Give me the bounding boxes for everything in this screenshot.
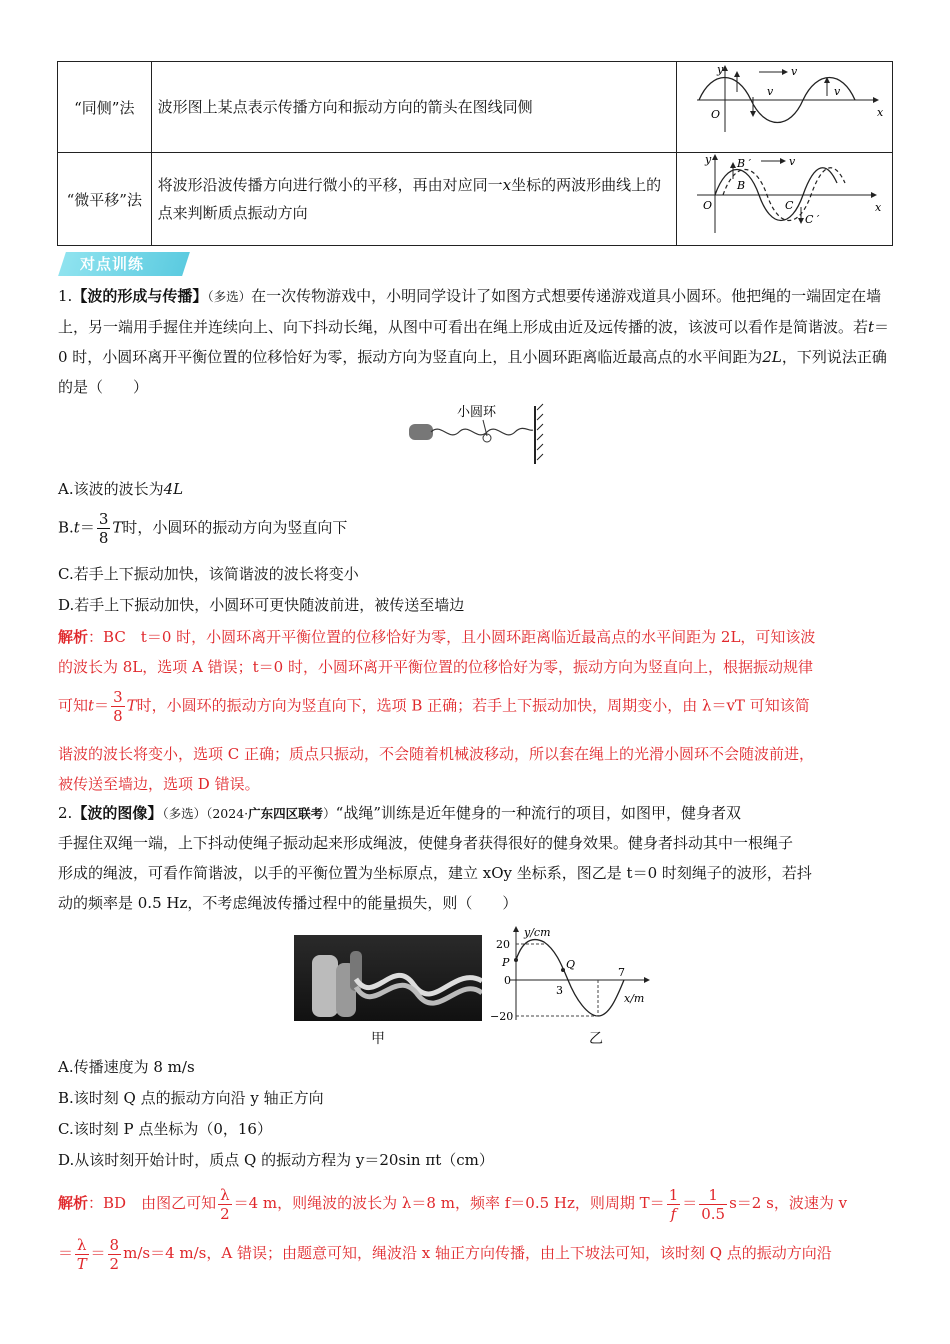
- q1-option-b-fraction: [97, 510, 111, 547]
- q2-source-b: 广东四区联考: [248, 806, 324, 821]
- hand-icon: [409, 424, 433, 440]
- q2-y-top-tick: 20: [496, 938, 510, 951]
- q1-option-b-num: 3: [98, 510, 109, 528]
- q2-text-1: “战绳”训练是近年健身的一种流行的项目，如图甲，健身者双: [335, 804, 742, 822]
- q2-source-a: （2024·: [206, 806, 249, 821]
- q1-stem-a: 在一次传物游戏中，小明同学设计了如图方式想要传递游戏道具小圆环。他把绳的一端固定在墙上，另一端用手握住并连续向上、向下抖动长绳，从图中可看出在绳上形成由近及远传播的波，该波可以看作是简谐波。若: [58, 287, 882, 336]
- q2-analysis-b: ＝4 m，则绳波的波长为 λ＝8 m，频率 f＝0.5 Hz，则周期 T＝: [233, 1194, 665, 1212]
- q1-option-b-prefix: B.: [58, 518, 74, 537]
- q2-analysis-8: 8: [109, 1235, 120, 1254]
- q2-origin-label: 0: [504, 974, 511, 987]
- q2-option-d: D.从该时刻开始计时，质点 Q 的振动方程为 y＝20sin πt（cm）: [58, 1151, 494, 1169]
- q2-x-axis-label: x/m: [624, 992, 645, 1005]
- q2-analysis-frac-f: [667, 1186, 681, 1223]
- q2-analysis-line-1: [58, 1184, 892, 1223]
- q2-analysis-1b: 1: [699, 1186, 727, 1205]
- q1-analysis-3eq: ＝: [94, 696, 110, 715]
- fig2-cprime-label: C ′: [805, 213, 820, 226]
- q2-analysis-f: f: [670, 1204, 677, 1223]
- q2-analysis-eq: ＝: [682, 1194, 698, 1212]
- q1-analysis-line-5: 被传送至墙边，选项 D 错误。: [58, 775, 260, 793]
- q1-analysis-3b: 时，小圆环的振动方向为竖直向下，选项 B 正确；若手上下振动加快，周期变小，由 λ＝vT 可知该简: [136, 696, 810, 715]
- figure-same-side: [677, 62, 893, 153]
- q2-analysis-frac-lambda: [218, 1186, 232, 1223]
- q2-option-a: A.传播速度为 8 m/s: [58, 1058, 195, 1076]
- q2-y-axis-label: y/cm: [524, 926, 551, 939]
- q2-x-tick-3: 3: [556, 984, 563, 997]
- q1-figure: [405, 402, 555, 464]
- q2-analysis-1: 1: [668, 1185, 679, 1204]
- q1-stem-t: t: [868, 318, 875, 336]
- q2-x-tick-7: 7: [618, 966, 625, 979]
- q2-analysis-frac-82: [108, 1236, 122, 1273]
- fig2-bprime-label: B ′: [737, 157, 752, 170]
- q1-analysis-den: 8: [113, 707, 123, 725]
- q2-line-3: 形成的绳波，可看作简谐波，以手的平衡位置为坐标原点，建立 xOy 坐标系，图乙是 t＝0 时刻绳子的波形，若抖: [58, 864, 812, 882]
- photo-caption: 甲: [371, 1031, 385, 1047]
- q1-analysis-3t: t: [88, 696, 95, 715]
- q2-option-c: C.该时刻 P 点坐标为（0，16）: [58, 1120, 272, 1138]
- q2-analysis-c: s＝2 s，波速为 v: [729, 1194, 848, 1212]
- q1-option-b-t: t: [73, 518, 80, 537]
- q2-multi: （多选）: [162, 806, 207, 821]
- q1-option-b-den: 8: [98, 529, 109, 547]
- graph-caption: 乙: [589, 1031, 603, 1047]
- q2-line-1: [58, 798, 892, 829]
- fig1-x-label: x: [877, 106, 884, 119]
- same-side-wave-diagram: [677, 62, 892, 148]
- q2-number: 2.: [58, 804, 73, 822]
- q1-option-a-text: A.该波的波长为: [58, 480, 164, 498]
- q1-analysis-line-1: [58, 622, 892, 652]
- q1-option-b-T: T: [112, 518, 123, 537]
- q1-analysis-line-2: 的波长为 8L，选项 A 错误；t＝0 时，小圆环离开平衡位置的位移恰好为零，振动方向为竖直向上，根据振动规律: [58, 658, 813, 676]
- fig1-v-label-right: v: [834, 85, 841, 98]
- q1-stem-L: 2L: [762, 348, 782, 366]
- method-name-same-side: “同侧”法: [58, 62, 152, 153]
- q2-analysis-lambda2: λ: [77, 1235, 87, 1254]
- fig1-v-label-top: v: [791, 65, 798, 78]
- q1-stem-b: ＝0 时，小圆环离开平衡位置的位移恰好为零，振动方向为竖直向上，且小圆环距离临近最高点的水平间距为: [58, 318, 890, 366]
- q2-y-bottom-tick: −20: [490, 1010, 514, 1023]
- method-name-micro-shift: “微平移”法: [58, 153, 152, 246]
- q1-analysis-line-3: [58, 688, 892, 725]
- q2-analysis-head: 解析: [58, 1194, 89, 1212]
- q1-analysis-num: 3: [113, 688, 123, 706]
- method-desc-micro-shift: [151, 153, 676, 246]
- section-tag: 对点训练: [80, 255, 145, 273]
- q2-option-b: B.该时刻 Q 点的振动方向沿 y 轴正方向: [58, 1089, 324, 1107]
- q1-analysis-head: 解析: [58, 628, 89, 646]
- q2-line-2: 手握住双绳一端，上下抖动使绳子振动起来形成绳波，使健身者获得很好的健身效果。健身者抖动其中一根绳子: [58, 834, 794, 852]
- methods-table: [57, 61, 893, 246]
- method-desc-x: x: [502, 176, 512, 194]
- fig2-origin-label: O: [703, 199, 713, 212]
- q2-analysis-2b: 2: [109, 1254, 120, 1273]
- q2-source-c: ）: [323, 806, 336, 821]
- q1-ring-label: 小圆环: [457, 405, 497, 420]
- fig1-origin-label: O: [711, 108, 721, 121]
- q2-analysis-lambda: λ: [218, 1186, 232, 1205]
- q2-analysis-e: m/s＝4 m/s，A 错误；由题意可知，绳波沿 x 轴正方向传播，由上下坡法可知，该时刻 Q 点的振动方向沿: [123, 1244, 832, 1262]
- q2-analysis-a: ：BD 由图乙可知: [88, 1194, 217, 1212]
- fig2-y-label: y: [705, 153, 712, 166]
- q2-analysis-2: 2: [220, 1204, 230, 1223]
- fig2-v-label: v: [789, 155, 796, 168]
- fig1-v-label-mid: v: [767, 85, 774, 98]
- q1-analysis-line-4: 谐波的波长将变小，选项 C 正确；质点只振动，不会随着机械波移动，所以套在绳上的光滑小圆环不会随波前进，: [58, 745, 815, 763]
- q2-analysis-eq2: ＝: [90, 1244, 106, 1262]
- q1-analysis-fraction: [111, 688, 125, 725]
- q1-option-b-eq: ＝: [79, 518, 95, 537]
- q1-stem: [58, 281, 892, 402]
- q1-stem-c: ，下列说法正确的是（ ）: [58, 348, 887, 396]
- q2-analysis-frac-05: [699, 1186, 727, 1223]
- q2-line-4: 动的频率是 0.5 Hz，不考虑绳波传播过程中的能量损失，则（ ）: [58, 894, 518, 912]
- method-desc-text-b: 坐标的两波形曲线上的点来判断质点振动方向: [157, 176, 662, 222]
- fig2-c-label: C: [785, 199, 794, 212]
- method-desc-text-a: 将波形沿波传播方向进行微小的平移，再由对应同一: [157, 176, 503, 194]
- q2-analysis-d: ＝: [58, 1244, 74, 1262]
- q2-tag: 【波的图像】: [72, 804, 163, 822]
- q1-analysis-text-1: ：BC t＝0 时，小圆环离开平衡位置的位移恰好为零，且小圆环距离临近最高点的水平间距为 2L，可知该波: [88, 628, 816, 646]
- fig2-b-label: B: [737, 179, 746, 192]
- q2-p-label: P: [502, 956, 510, 969]
- q1-option-c: C.若手上下振动加快，该简谐波的波长将变小: [58, 565, 359, 583]
- micro-shift-wave-diagram: [677, 153, 892, 241]
- q1-option-d: D.若手上下振动加快，小圆环可更快随波前进，被传送至墙边: [58, 596, 465, 614]
- figure-micro-shift: [677, 153, 893, 246]
- fig1-y-label: y: [717, 63, 724, 76]
- q1-analysis-3T: T: [126, 696, 137, 715]
- q2-analysis-line-2: [58, 1234, 892, 1273]
- battle-rope-photo: [294, 935, 482, 1021]
- q2-q-label: Q: [566, 958, 576, 971]
- q2-analysis-T: T: [76, 1254, 87, 1273]
- q2-analysis-frac-lt: [75, 1236, 89, 1273]
- q1-option-b: [58, 510, 347, 547]
- q1-analysis-3a: 可知: [58, 696, 89, 715]
- method-desc-same-side: 波形图上某点表示传播方向和振动方向的箭头在图线同侧: [151, 62, 676, 153]
- fig2-x-label: x: [875, 201, 882, 214]
- q1-number: 1.: [58, 287, 73, 305]
- q1-multi: （多选）: [207, 289, 252, 304]
- q1-option-a: [58, 478, 183, 499]
- q2-analysis-05: 0.5: [701, 1204, 726, 1223]
- q2-wave-graph: [488, 924, 668, 1026]
- q1-tag: 【波的形成与传播】: [72, 287, 208, 305]
- q1-option-b-text: 时，小圆环的振动方向为竖直向下: [122, 518, 348, 537]
- q1-option-a-value: 4L: [163, 480, 184, 498]
